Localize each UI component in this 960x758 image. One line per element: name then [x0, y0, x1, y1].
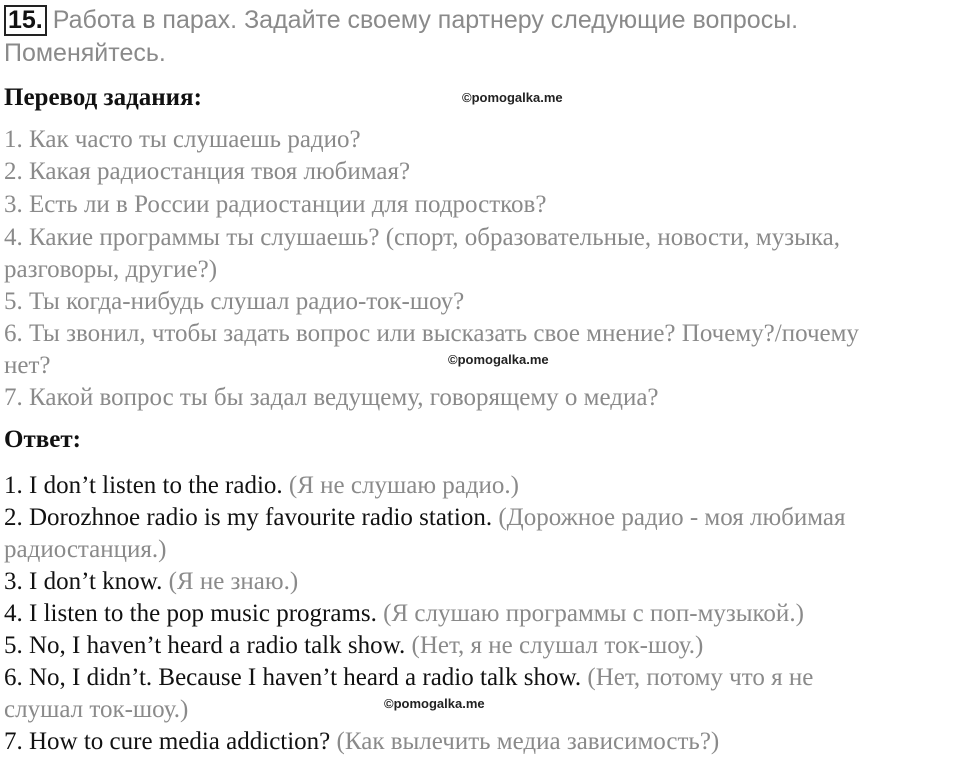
- answer-6-cont-russian: слушал ток-шоу.): [4, 696, 189, 723]
- answer-1-english: 1. I don’t listen to the radio.: [4, 472, 283, 499]
- answer-2-russian: (Дорожное радио - моя любимая: [492, 504, 846, 531]
- answer-7-english: 7. How to cure media addiction?: [4, 728, 331, 755]
- answer-5-russian: (Нет, я не слушал ток-шоу.): [405, 632, 704, 659]
- answer-5-english: 5. No, I haven’t heard a radio talk show.: [4, 632, 406, 659]
- document-page: [4, 0, 958, 758]
- answer-3-english: 3. I don’t know.: [4, 568, 163, 595]
- watermark-1: ©pomogalka.me: [462, 90, 563, 105]
- answer-line-5: [4, 630, 703, 662]
- answer-2-english: 2. Dorozhnoe radio is my favourite radio station.: [4, 504, 493, 531]
- answer-line-3: [4, 566, 298, 598]
- answer-line-1: [4, 470, 519, 502]
- watermark-3: ©pomogalka.me: [384, 696, 485, 711]
- task-text-line-1: Работа в парах. Задайте своему партнеру следующие вопросы.: [52, 6, 799, 34]
- answer-4-english: 4. I listen to the pop music programs.: [4, 600, 377, 627]
- answer-3-russian: (Я не знаю.): [162, 568, 299, 595]
- translation-heading: Перевод задания:: [4, 84, 202, 111]
- task-number: 15.: [4, 5, 47, 36]
- answer-heading: Ответ:: [4, 426, 81, 453]
- translation-line-1: 1. Как часто ты слушаешь радио?: [4, 126, 361, 153]
- watermark-2: ©pomogalka.me: [448, 352, 549, 367]
- task-text-line-2: Поменяйтесь.: [4, 39, 166, 67]
- answer-1-russian: (Я не слушаю радио.): [282, 472, 520, 499]
- answer-4-russian: (Я слушаю программы с поп-музыкой.): [376, 600, 804, 627]
- answer-line-4: [4, 598, 804, 630]
- answer-line-6: [4, 662, 813, 694]
- translation-line-4-cont: разговоры, другие?): [4, 256, 218, 283]
- translation-line-2: 2. Какая радиостанция твоя любимая?: [4, 158, 411, 185]
- task-statement-line-1: [4, 4, 798, 37]
- answer-6-russian: (Нет, потому что я не: [581, 664, 814, 691]
- translation-line-4: 4. Какие программы ты слушаешь? (спорт, образовательные, новости, музыка,: [4, 224, 841, 251]
- translation-line-7: 7. Какой вопрос ты бы задал ведущему, говорящему о медиа?: [4, 384, 659, 411]
- answer-line-2-cont: [4, 534, 166, 566]
- answer-6-english: 6. No, I didn’t. Because I haven’t heard a radio talk show.: [4, 664, 582, 691]
- answer-line-2: [4, 502, 846, 534]
- translation-line-6: 6. Ты звонил, чтобы задать вопрос или высказать свое мнение? Почему?/почему: [4, 320, 859, 347]
- task-statement-line-2: [4, 37, 166, 70]
- translation-line-5: 5. Ты когда-нибудь слушал радио-ток-шоу?: [4, 288, 465, 315]
- answer-line-7: [4, 726, 719, 758]
- answer-line-6-cont: [4, 694, 188, 726]
- answer-7-russian: (Как вылечить медиа зависимость?): [330, 728, 720, 755]
- translation-line-6-cont: нет?: [4, 352, 51, 379]
- translation-line-3: 3. Есть ли в России радиостанции для подростков?: [4, 191, 547, 218]
- answer-2-cont-russian: радиостанция.): [4, 536, 167, 563]
